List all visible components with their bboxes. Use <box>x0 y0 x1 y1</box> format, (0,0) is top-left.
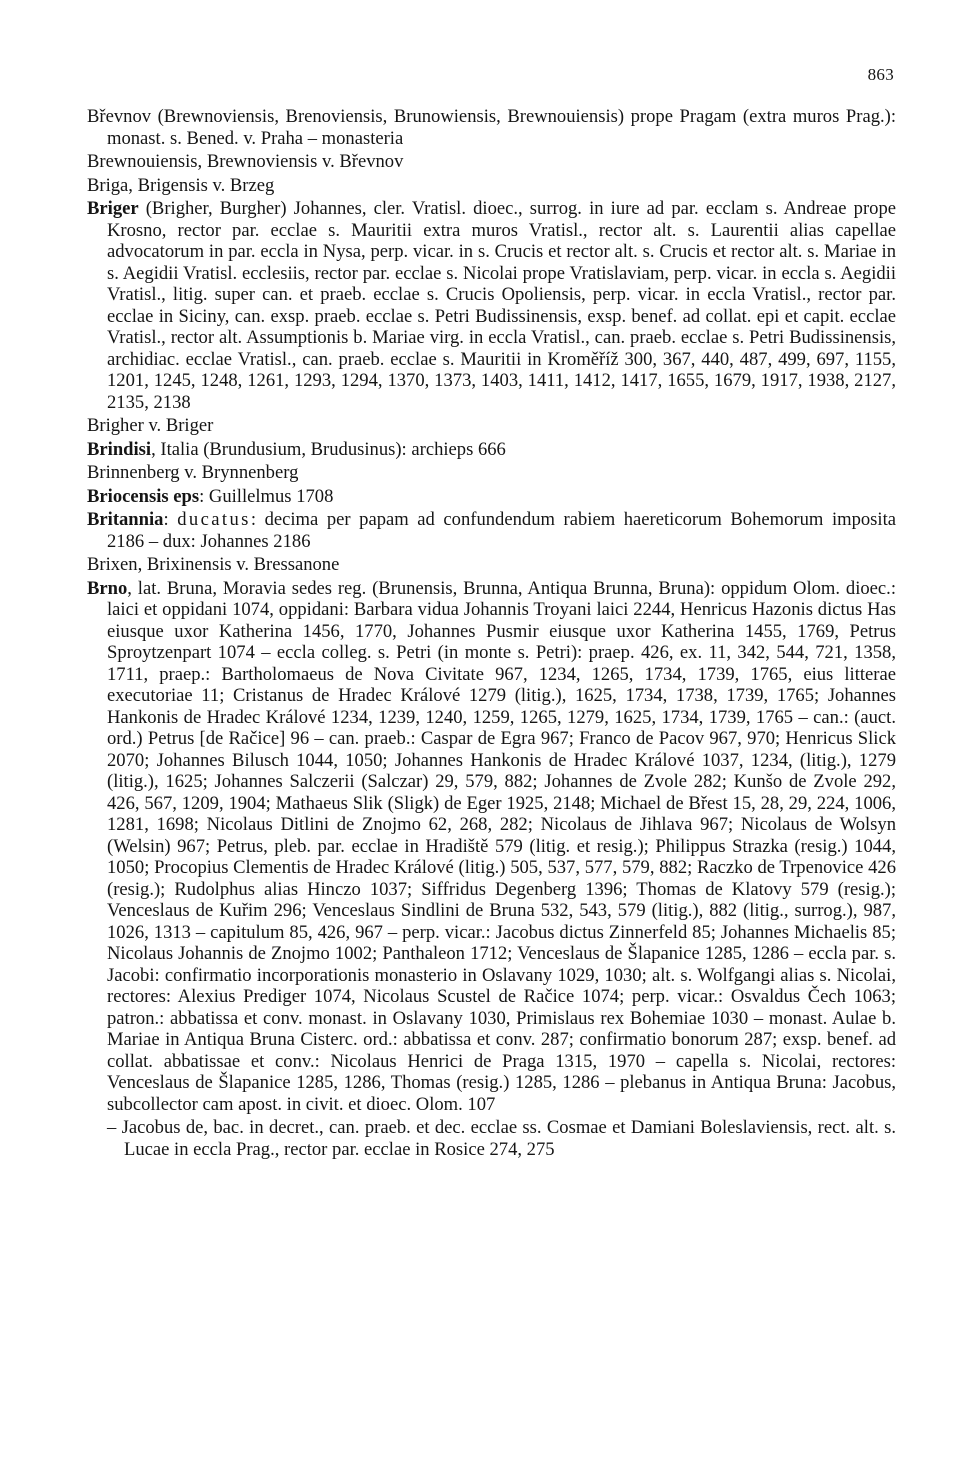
entry-headword: Brindisi <box>87 438 152 460</box>
index-entry <box>87 415 896 437</box>
index-entry <box>87 198 896 413</box>
entry-text: Brinnenberg v. Brynnenberg <box>87 462 299 483</box>
entry-spaced-term: ducatus <box>177 509 251 530</box>
index-entry <box>87 554 896 576</box>
entry-text: Brigher v. Briger <box>87 415 214 436</box>
page-number: 863 <box>867 65 894 84</box>
entry-text: Briga, Brigensis v. Brzeg <box>87 174 275 196</box>
entry-text: : decima per papam ad confundendum rabiem haereticorum Bohemorum imposita 2186 – dux: Johannes 2186 <box>107 509 896 552</box>
index-entry <box>87 151 896 173</box>
index-entry <box>87 106 896 149</box>
entry-headword: Brno <box>87 577 128 599</box>
index-entry <box>87 486 896 508</box>
entry-text: Brixen, Brixinensis v. Bressanone <box>87 554 340 575</box>
entry-text: , lat. Bruna, Moravia sedes reg. (Brunensis, Brunna, Antiqua Brunna, Bruna): oppidum Olom. dioec.: laici et oppidani 1074, oppidani: Barbara vidua Johannis Troyani laici 2244, Henricus Hazonis dictus Has eiusque uxor Katherina 1456, 1770, Johannes Pusmir eiusque uxor Katherina 1455, 1769, Petrus Sproytzenpart 1074 – eccla colleg. s. Petri (in monte s. Petri): praep. 426, ex. 11, 342, 544, 721, 1358, 1711, praep.: Bartholomaeus de Nova Civitate 967, 1234, 1265, 1734, 1739, 1765, eius litterae executoriae 11; Cristanus de Hradec Králové 1279 (litig.), 1625, 1734, 1738, 1739, 1765; Johannes Hankonis de Hradec Králové 1234, 1239, 1240, 1259, 1265, 1279, 1625, 1734, 1739, 1765 – can.: (auct. ord.) Petrus [de Račice] 96 – can. praeb.: Caspar de Egra 967; Franco de Pacov 967, 970; Henricus Slick 2070; Johannes Bilusch 1044, 1050; Johannes Hankonis de Hradec Králové 1037, 1234, (litig.), 1279 (litig.), 1625; Johannes Salczerii (Salczar) 29, 579, 882; Johannes de Zvole 282; Kunšo de Zvole 292, 426, 567, 1209, 1904; Mathaeus Slik (Sligk) de Eger 1925, 2148; Michael de Břest 15, 28, 29, 224, 1006, 1281, 1698; Nicolaus Ditlini de Znojmo 62, 268, 282; Nicolaus de Jihlava 967; Nicolaus de Wolsyn (Welsin) 967; Petrus, pleb. par. ecclae in Hradiště 579 (litig. et resig.); Philippus Strazka (resig.) 1044, 1050; Procopius Clementis de Hradec Králové (litig.) 505, 537, 577, 579, 882; Raczko de Trpenovice 426 (resig.); Rudolphus alias Hinczo 1037; Siffridus Degenberg 1396; Thomas de Klatovy 579 (resig.); Venceslaus de Kuřim 296; Venceslaus Sindlini de Bruna 532, 543, 579 (litig.), 882 (litig., surrog.), 987, 1026, 1313 – capitulum 85, 426, 967 – perp. vicar.: Jacobus dictus Zinnerfeld 85; Johannes Michaelis 85; Nicolaus Johannis de Znojmo 1002; Panthaleon 1712; Venceslaus de Šlapanice 1285, 1286 – eccla par. s. Jacobi: confirmatio incorporationis monasterio in Oslavany 1029, 1030; alt. s. Wolfgangi alias s. Nicolai, rectores: Alexius Prediger 1074, Nicolaus Scustel de Račice 1074; perp. vicar.: Osvaldus Čech 1063; patron.: abbatissa et conv. monast. in Oslavany 1030, Primislaus rex Bohemiae 1030 – monast. Aulae b. Mariae in Antiqua Bruna Cisterc. ord.: abbatissa et conv. 287; confirmatio bonorum 287; exsp. benef. ad collat. abbatissae et conv.: Nicolaus Henrici de Praga 1315, 1970 – capella s. Nicolai, rectores: Venceslaus de Šlapanice 1285, 1286, Thomas (resig.) 1285, 1286 – plebanus in Antiqua Bruna: Jacobus, subcollector cam apost. in civit. et dioec. Olom. 107 <box>107 577 896 1115</box>
entry-headword: Britannia <box>87 509 164 530</box>
index-entry <box>87 175 896 197</box>
entry-headword: Briocensis eps <box>87 485 200 507</box>
index-entry <box>87 578 896 1116</box>
index-subentry <box>87 1117 896 1160</box>
entry-colon: : <box>163 509 178 530</box>
entry-text: : Guillelmus 1708 <box>199 485 334 507</box>
index-entry <box>87 509 896 552</box>
index-entry <box>87 439 896 461</box>
entry-text: Brewnouiensis, Brewnoviensis v. Břevnov <box>87 151 404 172</box>
index-entry <box>87 462 896 484</box>
entry-text: , Italia (Brundusium, Brudusinus): archieps 666 <box>151 438 506 460</box>
entry-text: (Brigher, Burgher) Johannes, cler. Vratisl. dioec., surrog. in iure ad par. ecclam s. Andreae prope Krosno, rector par. ecclae s. Mauritii extra muros Vratisl., rector alt. s. Laurentii alias capellae advocatorum in par. eccla in Nysa, perp. vicar. in s. Crucis et rector alt. s. Crucis et rector alt. s. Mariae in s. Aegidii Vratisl. ecclesiis, rector par. ecclae s. Nicolai prope Vratislaviam, perp. vicar. in eccla s. Aegidii Vratisl., litig. super can. et praeb. ecclae s. Crucis Opoliensis, perp. vicar. in eccla Vratisl., rector par. ecclae in Siciny, can. exsp. praeb. ecclae s. Petri Budissinensis, exsp. benef. ad collat. epi et capit. ecclae Vratisl., rector alt. Assumptionis b. Mariae virg. in eccla Vratisl., can. praeb. ecclae s. Petri Budissinensis, archidiac. ecclae Vratisl., can. praeb. ecclae s. Mauritii in Kroměříž 300, 367, 440, 487, 499, 697, 1155, 1201, 1245, 1248, 1261, 1293, 1294, 1370, 1373, 1403, 1411, 1412, 1417, 1655, 1679, 1917, 1938, 2127, 2135, 2138 <box>107 198 896 413</box>
entry-text: Břevnov (Brewnoviensis, Brenoviensis, Brunowiensis, Brewnouiensis) prope Pragam (extra muros Prag.): monast. s. Bened. v. Praha – monasteria <box>87 106 896 149</box>
entry-text: – Jacobus de, bac. in decret., can. praeb. et dec. ecclae ss. Cosmae et Damiani Boleslaviensis, rect. alt. s. Lucae in eccla Prag., rector par. ecclae in Rosice 274, 275 <box>107 1117 896 1160</box>
entry-headword: Briger <box>87 198 139 219</box>
index-entries <box>87 106 896 1162</box>
